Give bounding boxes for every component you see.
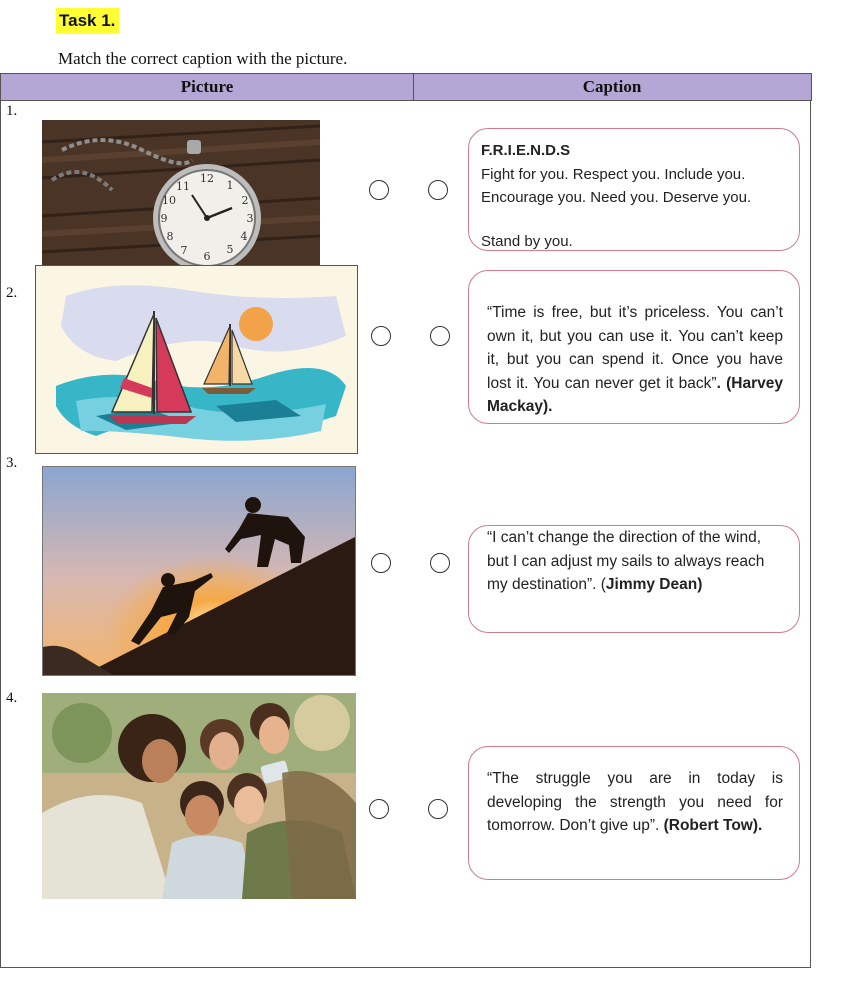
answer-circle-right-3[interactable] xyxy=(430,553,450,573)
svg-text:1: 1 xyxy=(226,179,234,192)
svg-text:10: 10 xyxy=(162,194,176,207)
svg-text:3: 3 xyxy=(246,212,254,225)
answer-circle-left-2[interactable] xyxy=(371,326,391,346)
svg-text:5: 5 xyxy=(226,243,234,256)
svg-text:8: 8 xyxy=(166,230,174,243)
caption-friends-line3: Stand by you. xyxy=(481,232,573,250)
row-number-1: 1. xyxy=(6,103,18,119)
caption-box-sails xyxy=(468,525,800,633)
caption-time-text: “Time is free, but it’s priceless. You can’t own it, but you can use it. You can’t keep it, but you can spend it. Once you have lost it. You can never get it back” xyxy=(487,304,783,392)
caption-box-friends xyxy=(468,128,800,251)
svg-text:12: 12 xyxy=(200,172,214,185)
answer-circle-left-3[interactable] xyxy=(371,553,391,573)
answer-circle-right-1[interactable] xyxy=(428,180,448,200)
climbers-photo xyxy=(42,466,356,676)
table-header xyxy=(0,73,812,101)
svg-text:11: 11 xyxy=(176,180,190,193)
instruction-text: Match the correct caption with the picture. xyxy=(58,49,348,68)
pocket-watch-photo xyxy=(42,120,320,265)
caption-box-struggle xyxy=(468,746,800,880)
sailboats-icon xyxy=(36,266,357,453)
answer-circle-right-4[interactable] xyxy=(428,799,448,819)
friends-photo xyxy=(42,693,356,899)
svg-text:7: 7 xyxy=(180,244,188,257)
caption-struggle-author: (Robert Tow). xyxy=(663,817,763,834)
svg-text:2: 2 xyxy=(241,194,249,207)
task-title: Task 1. xyxy=(56,8,119,34)
answer-circle-left-1[interactable] xyxy=(369,180,389,200)
header-caption: Caption xyxy=(582,77,642,96)
svg-text:4: 4 xyxy=(240,230,248,243)
answer-circle-right-2[interactable] xyxy=(430,326,450,346)
caption-time-author: . (Harvey Mackay). xyxy=(487,374,783,415)
pocket-watch-icon xyxy=(42,120,320,265)
caption-sails-text: “I can’t change the direction of the wind, but I can adjust my sails to always reach my destination”. ( xyxy=(487,529,765,593)
caption-friends-line2: Encourage you. Need you. Deserve you. xyxy=(481,189,752,206)
caption-struggle-text: “The struggle you are in today is developing the strength you need for tomorrow. Don’t give up”. xyxy=(487,770,783,834)
group-of-friends-icon xyxy=(42,693,356,899)
caption-box-time xyxy=(468,270,800,424)
answer-circle-left-4[interactable] xyxy=(369,799,389,819)
caption-friends-title: F.R.I.E.N.D.S xyxy=(481,142,571,159)
caption-friends-line1: Fight for you. Respect you. Include you. xyxy=(481,165,746,183)
svg-text:6: 6 xyxy=(203,250,211,263)
svg-text:9: 9 xyxy=(160,212,168,225)
caption-sails-author: Jimmy Dean) xyxy=(605,576,703,593)
row-number-3: 3. xyxy=(6,455,18,471)
climbers-helping-hand-icon xyxy=(43,467,355,675)
row-number-2: 2. xyxy=(6,285,18,301)
header-picture: Picture xyxy=(1,74,414,100)
row-number-4: 4. xyxy=(6,690,18,706)
sailboats-clipart xyxy=(35,265,358,454)
